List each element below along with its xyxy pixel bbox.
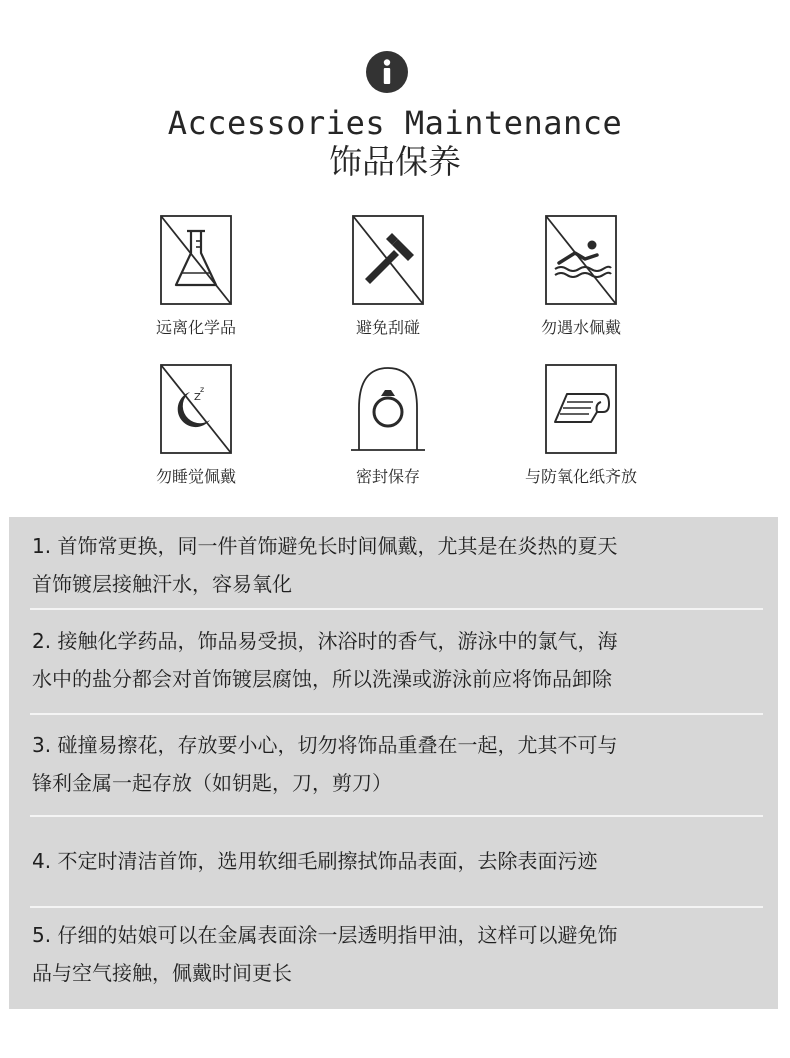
note-line: 品与空气接触，佩戴时间更长 bbox=[32, 961, 292, 985]
note-line: 锋利金属一起存放（如钥匙，刀，剪刀） bbox=[32, 771, 392, 795]
no-chemicals-icon bbox=[160, 215, 232, 305]
page-title-chinese: 饰品保养 bbox=[329, 142, 461, 181]
tip-no-water bbox=[481, 215, 681, 340]
separate-paper-icon bbox=[545, 364, 617, 454]
tip-no-sleeping bbox=[96, 364, 296, 489]
tip-label: 勿遇水佩戴 bbox=[540, 318, 621, 337]
divider bbox=[30, 815, 763, 817]
note-line: 5. 仔细的姑娘可以在金属表面涂一层透明指甲油，这样可以避免饰 bbox=[32, 923, 618, 947]
note-item bbox=[32, 527, 762, 603]
tip-label: 与防氧化纸齐放 bbox=[524, 467, 637, 486]
svg-text:Z: Z bbox=[194, 392, 201, 403]
no-swimming-icon bbox=[545, 215, 617, 305]
tip-label: 勿睡觉佩戴 bbox=[155, 467, 236, 486]
maintenance-notes-panel bbox=[9, 517, 778, 1009]
note-item bbox=[32, 842, 762, 880]
tip-no-scratching bbox=[288, 215, 488, 340]
sealed-ring-icon bbox=[343, 364, 433, 454]
tip-anti-oxidation-paper bbox=[481, 364, 681, 489]
no-hammer-icon bbox=[352, 215, 424, 305]
divider bbox=[30, 608, 763, 610]
divider bbox=[30, 906, 763, 908]
tip-label: 密封保存 bbox=[355, 467, 420, 486]
tip-no-chemicals bbox=[96, 215, 296, 340]
note-line: 首饰镀层接触汗水，容易氧化 bbox=[32, 572, 292, 596]
note-line: 4. 不定时清洁首饰，选用软细毛刷擦拭饰品表面，去除表面污迹 bbox=[32, 849, 598, 873]
tip-label: 远离化学品 bbox=[155, 318, 236, 337]
tip-label: 避免刮碰 bbox=[355, 318, 420, 337]
tip-sealed-storage bbox=[288, 364, 488, 489]
note-item bbox=[32, 916, 762, 992]
page-title-english: Accessories Maintenance bbox=[167, 104, 623, 142]
note-line: 3. 碰撞易擦花，存放要小心，切勿将饰品重叠在一起，尤其不可与 bbox=[32, 733, 618, 757]
no-sleeping-icon bbox=[160, 364, 232, 454]
note-line: 2. 接触化学药品，饰品易受损，沐浴时的香气，游泳中的氯气，海 bbox=[32, 629, 618, 653]
divider bbox=[30, 713, 763, 715]
svg-text:z: z bbox=[200, 385, 205, 394]
note-item bbox=[32, 726, 762, 802]
note-line: 水中的盐分都会对首饰镀层腐蚀，所以洗澡或游泳前应将饰品卸除 bbox=[32, 667, 612, 691]
note-item bbox=[32, 622, 762, 698]
info-icon bbox=[366, 51, 408, 93]
note-line: 1. 首饰常更换，同一件首饰避免长时间佩戴，尤其是在炎热的夏天 bbox=[32, 534, 618, 558]
